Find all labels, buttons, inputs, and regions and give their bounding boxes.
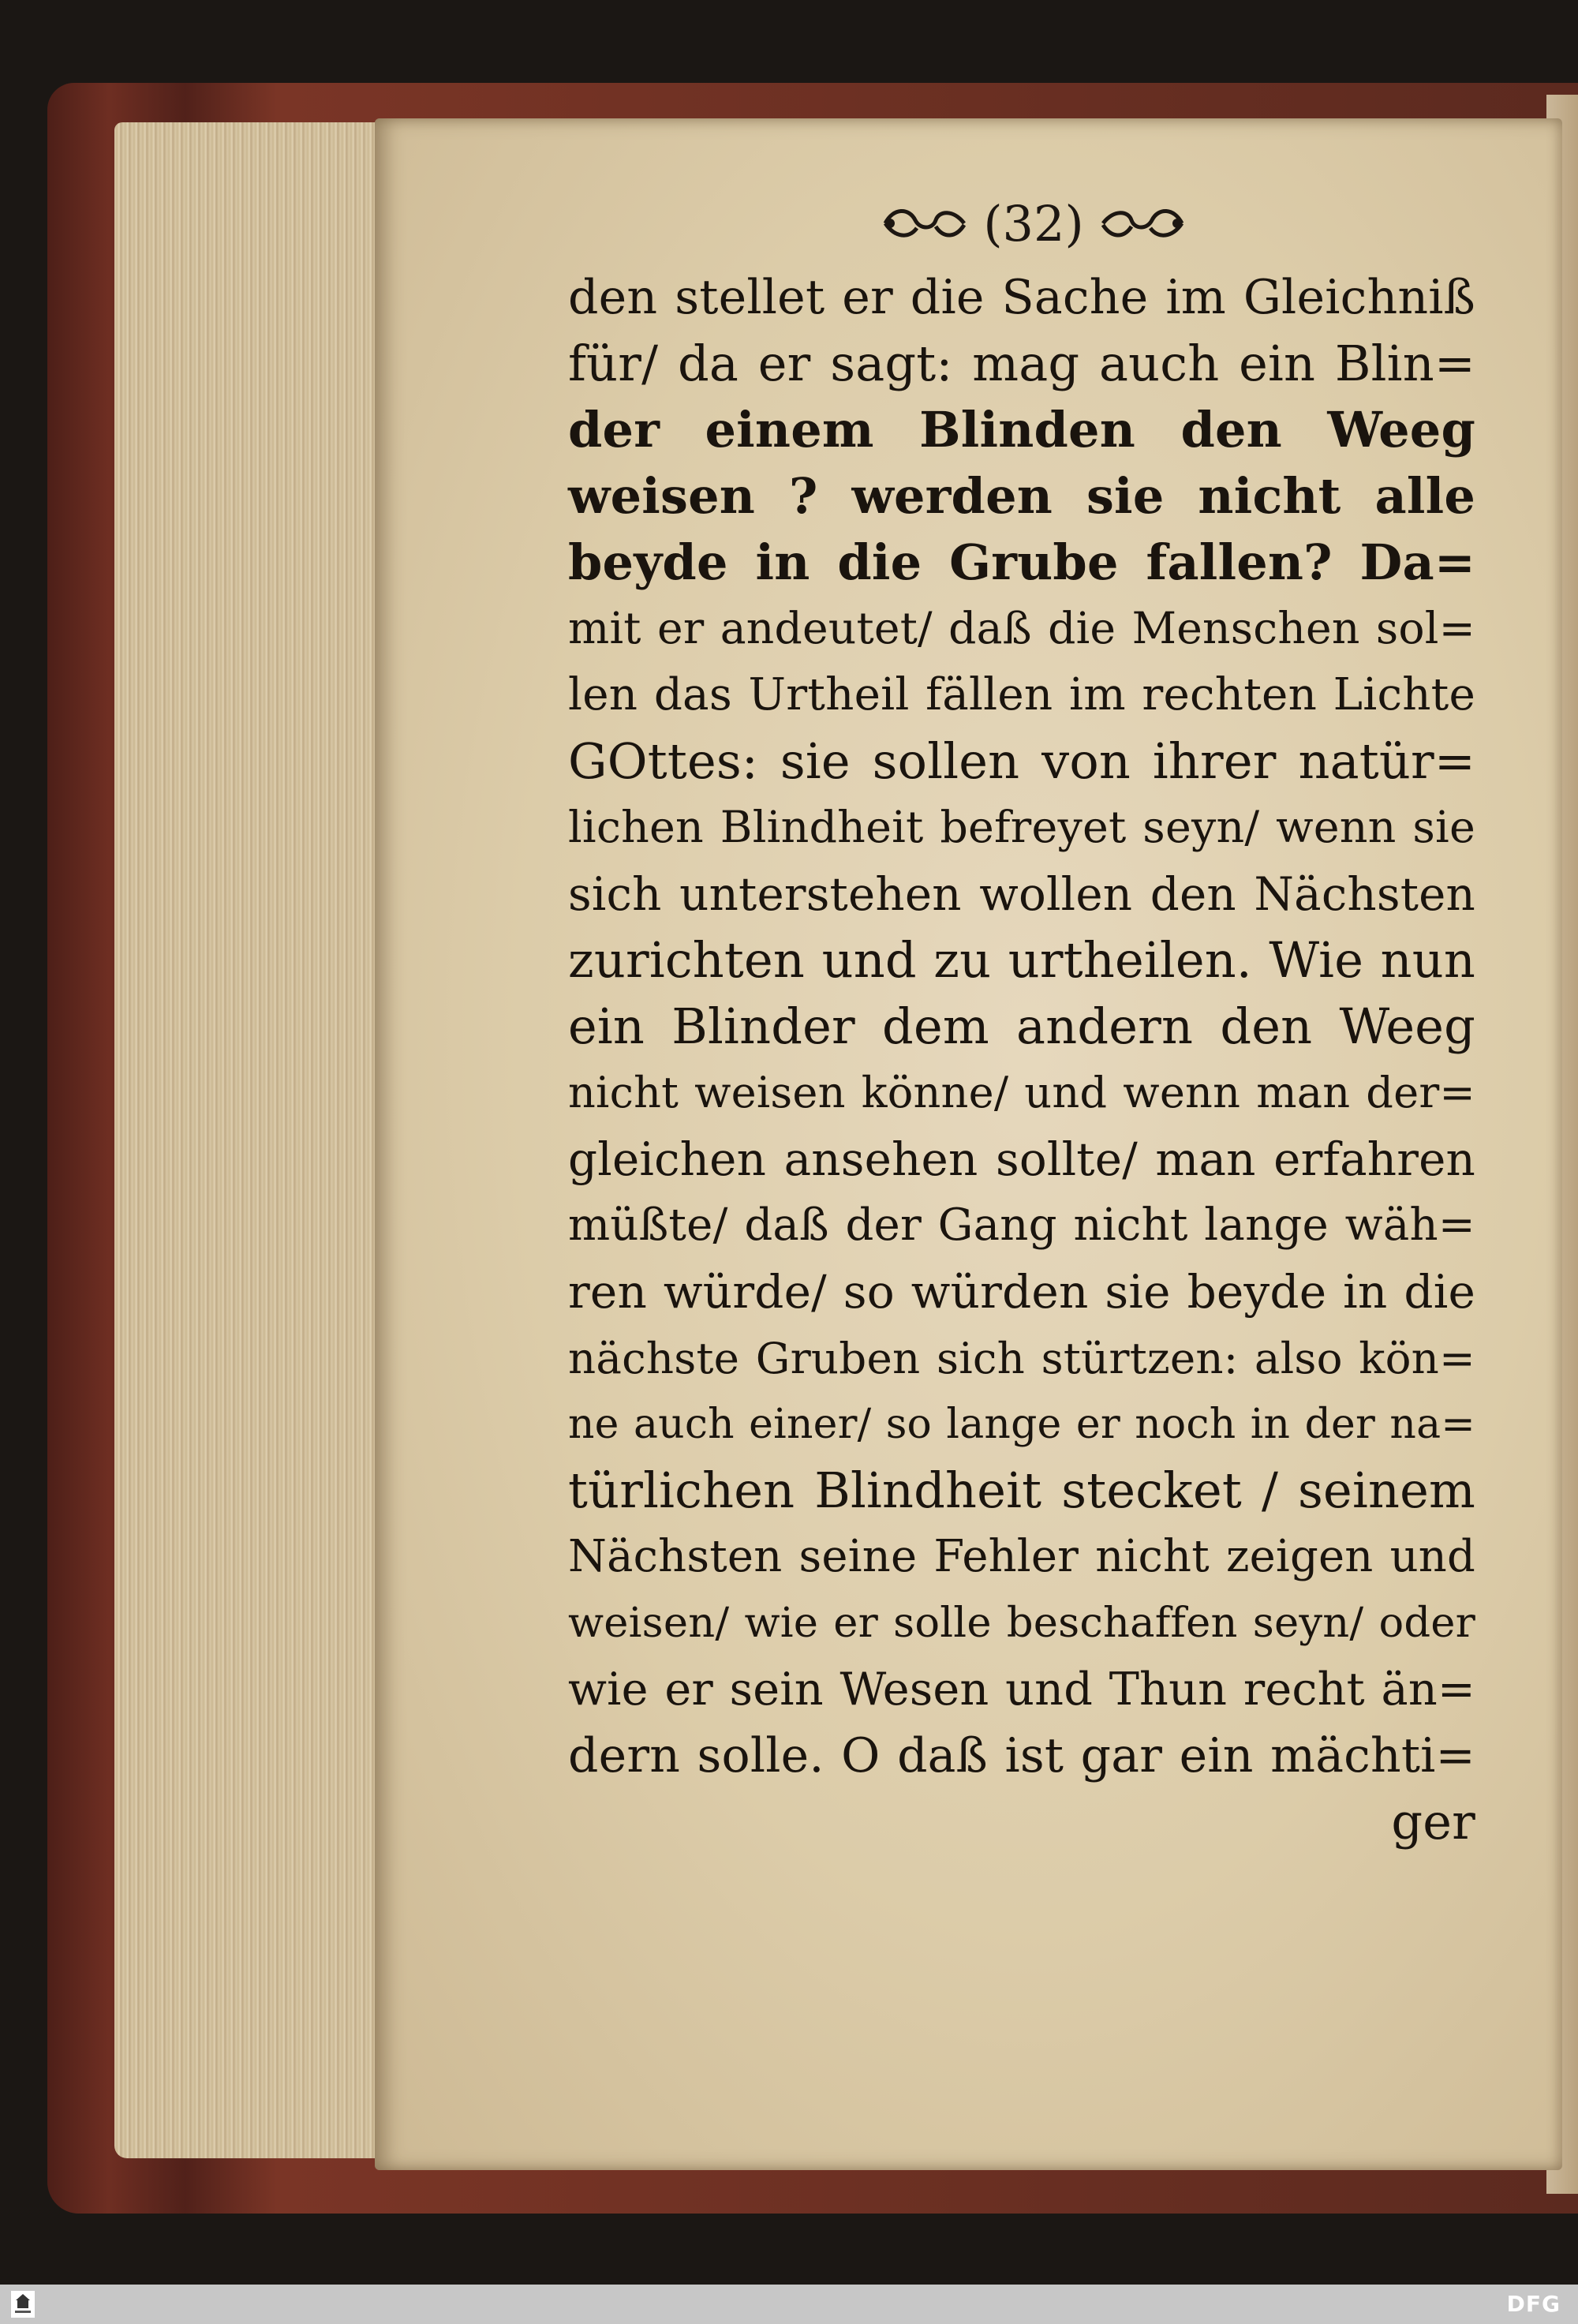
- text-line: ein Blinder dem andern den Weeg: [568, 997, 1475, 1055]
- text-line: wie er sein Wesen und Thun recht än=: [568, 1663, 1475, 1716]
- text-line: müßte/ daß der Gang nicht lange wäh=: [568, 1199, 1475, 1251]
- text-line: ne auch einer/ so lange er noch in der na=: [568, 1401, 1475, 1448]
- left-ornament-icon: [877, 201, 972, 245]
- text-line: GOttes: sie sollen von ihrer natür=: [568, 732, 1475, 790]
- text-line: nächste Gruben sich stürtzen: also kön=: [568, 1333, 1475, 1383]
- text-line: beyde in die Grube fallen? Da=: [568, 533, 1475, 591]
- text-line: weisen ? werden sie nicht alle: [568, 467, 1475, 525]
- text-line: weisen/ wie er solle beschaffen seyn/ oder: [568, 1599, 1475, 1647]
- text-line: len das Urtheil fällen im rechten Lichte: [568, 669, 1475, 720]
- page-header: [852, 188, 1215, 259]
- text-line: lichen Blindheit befreyet seyn/ wenn sie: [568, 803, 1475, 853]
- viewer-footer: [0, 2285, 1578, 2324]
- text-line: nicht weisen könne/ und wenn man der=: [568, 1068, 1475, 1117]
- catchword: ger: [1391, 1793, 1475, 1851]
- text-line: sich unterstehen wollen den Nächsten: [568, 867, 1475, 921]
- text-line: gleichen ansehen sollte/ man erfahren: [568, 1132, 1475, 1186]
- text-line: zurichten und zu urtheilen. Wie nun: [568, 931, 1475, 989]
- text-line: für/ da er sagt: mag auch ein Blin=: [568, 335, 1475, 392]
- text-line: Nächsten seine Fehler nicht zeigen und: [568, 1531, 1475, 1582]
- text-line: den stellet er die Sache im Gleichniß: [568, 270, 1475, 325]
- right-ornament-icon: [1095, 201, 1190, 245]
- page-number: (32): [983, 194, 1084, 253]
- text-line: der einem Blinden den Weeg: [568, 401, 1475, 458]
- text-line: türlichen Blindheit stecket / seinem: [568, 1461, 1475, 1519]
- dfg-logo: DFG: [1506, 2291, 1561, 2317]
- library-logo-icon: [11, 2291, 35, 2318]
- page-block-edges: [114, 122, 383, 2158]
- body-text: [568, 264, 1475, 1855]
- text-line: dern solle. O daß ist gar ein mächti=: [568, 1728, 1475, 1783]
- text-line: ren würde/ so würden sie beyde in die: [568, 1265, 1475, 1319]
- text-line: mit er andeutet/ daß die Menschen sol=: [568, 604, 1475, 654]
